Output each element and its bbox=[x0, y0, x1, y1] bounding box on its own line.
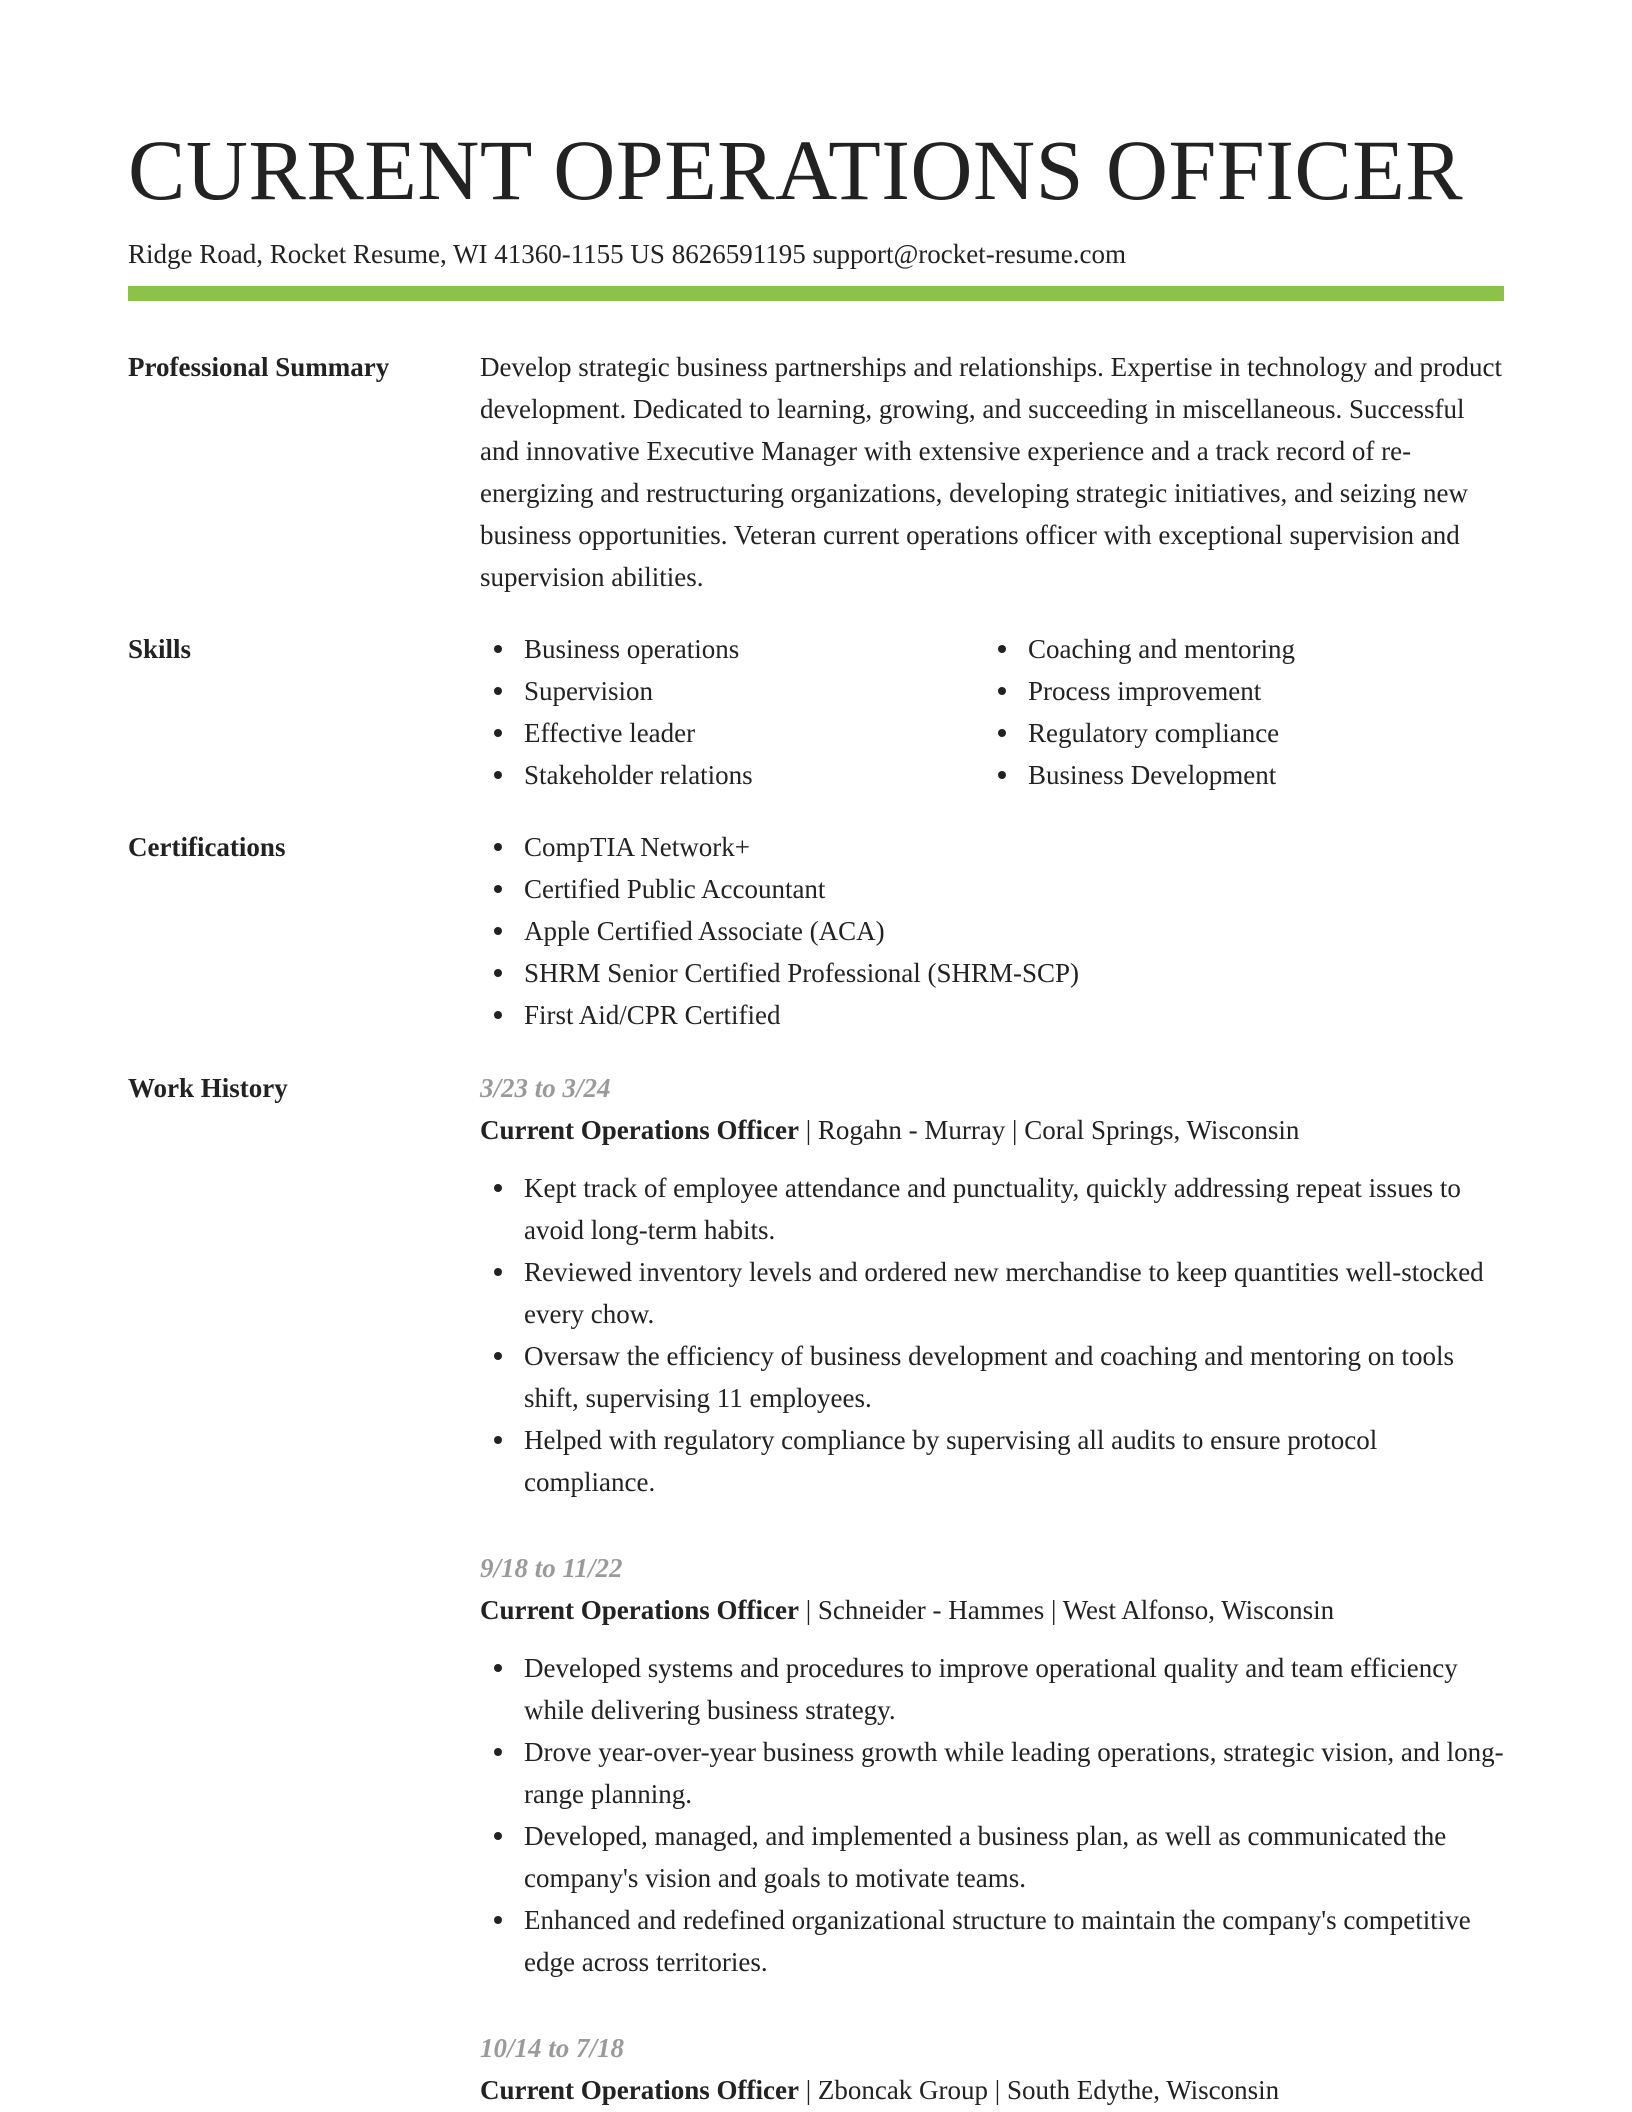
job-entry bbox=[480, 1067, 1504, 1503]
certification-item: SHRM Senior Certified Professional (SHRM-SCP) bbox=[480, 952, 1504, 994]
job-bullets bbox=[480, 1647, 1504, 1983]
section-title-certifications: Certifications bbox=[128, 832, 286, 862]
section-title-summary: Professional Summary bbox=[128, 352, 390, 382]
job-title: Current Operations Officer bbox=[480, 1115, 799, 1145]
job-bullet: Enhanced and redefined organizational structure to maintain the company's competitive edge across territories. bbox=[480, 1899, 1504, 1983]
skill-item: Supervision bbox=[480, 670, 984, 712]
certification-item: CompTIA Network+ bbox=[480, 826, 1504, 868]
job-title: Current Operations Officer bbox=[480, 2075, 799, 2105]
job-heading bbox=[480, 2069, 1504, 2111]
certification-item: Certified Public Accountant bbox=[480, 868, 1504, 910]
summary-body bbox=[480, 346, 1504, 598]
job-bullet: Helped with regulatory compliance by supervising all audits to ensure protocol compliance. bbox=[480, 1419, 1504, 1503]
resume-header bbox=[128, 118, 1504, 272]
skills-body bbox=[480, 628, 1504, 796]
contact-info: Ridge Road, Rocket Resume, WI 41360-1155 US 8626591195 support@rocket-resume.com bbox=[128, 239, 1126, 269]
job-details: | Rogahn - Murray | Coral Springs, Wisconsin bbox=[798, 1115, 1300, 1145]
skill-item: Process improvement bbox=[984, 670, 1488, 712]
job-dates: 9/18 to 11/22 bbox=[480, 1553, 623, 1583]
job-bullet: Reviewed inventory levels and ordered new merchandise to keep quantities well-stocked every chow. bbox=[480, 1251, 1504, 1335]
certifications-body bbox=[480, 826, 1504, 1036]
job-heading bbox=[480, 1589, 1504, 1631]
skill-item: Regulatory compliance bbox=[984, 712, 1488, 754]
job-dates: 3/23 to 3/24 bbox=[480, 1073, 611, 1103]
skill-item: Coaching and mentoring bbox=[984, 628, 1488, 670]
candidate-name: CURRENT OPERATIONS OFFICER bbox=[128, 122, 1464, 218]
certifications-list bbox=[480, 826, 1504, 1036]
job-title: Current Operations Officer bbox=[480, 1595, 799, 1625]
job-bullets bbox=[480, 1167, 1504, 1503]
job-entry bbox=[480, 1547, 1504, 1983]
certification-item: First Aid/CPR Certified bbox=[480, 994, 1504, 1036]
header-divider bbox=[128, 286, 1504, 301]
certification-item: Apple Certified Associate (ACA) bbox=[480, 910, 1504, 952]
skill-item: Effective leader bbox=[480, 712, 984, 754]
skill-item: Business Development bbox=[984, 754, 1488, 796]
skills-list-right bbox=[984, 628, 1488, 796]
job-bullet: Developed systems and procedures to improve operational quality and team efficiency while delivering business strategy. bbox=[480, 1647, 1504, 1731]
job-bullet: Oversaw the efficiency of business development and coaching and mentoring on tools shift, supervising 11 employees. bbox=[480, 1335, 1504, 1419]
job-dates: 10/14 to 7/18 bbox=[480, 2033, 625, 2063]
job-details: | Schneider - Hammes | West Alfonso, Wisconsin bbox=[798, 1595, 1335, 1625]
summary-text: Develop strategic business partnerships and relationships. Expertise in technology and product development. Dedicated to learning, growing, and succeeding in miscellaneous. Successful and innovative Executive Manager with extensive experience and a track record of re-energizing and restructuring organizations, developing strategic initiatives, and seizing new business opportunities. Veteran current operations officer with exceptional supervision and supervision abilities. bbox=[480, 352, 1503, 592]
skills-list-left bbox=[480, 628, 984, 796]
job-details: | Zboncak Group | South Edythe, Wisconsin bbox=[798, 2075, 1280, 2105]
job-heading bbox=[480, 1109, 1504, 1151]
job-bullet: Developed, managed, and implemented a business plan, as well as communicated the company's vision and goals to motivate teams. bbox=[480, 1815, 1504, 1899]
skill-item: Stakeholder relations bbox=[480, 754, 984, 796]
work-history-body bbox=[480, 1067, 1504, 2112]
job-bullet: Drove year-over-year business growth while leading operations, strategic vision, and long-range planning. bbox=[480, 1731, 1504, 1815]
skill-item: Business operations bbox=[480, 628, 984, 670]
section-title-skills: Skills bbox=[128, 634, 192, 664]
skills-grid bbox=[480, 628, 1504, 796]
job-entry bbox=[480, 2027, 1504, 2111]
job-bullet: Kept track of employee attendance and punctuality, quickly addressing repeat issues to avoid long-term habits. bbox=[480, 1167, 1504, 1251]
section-title-work-history: Work History bbox=[128, 1073, 288, 1103]
